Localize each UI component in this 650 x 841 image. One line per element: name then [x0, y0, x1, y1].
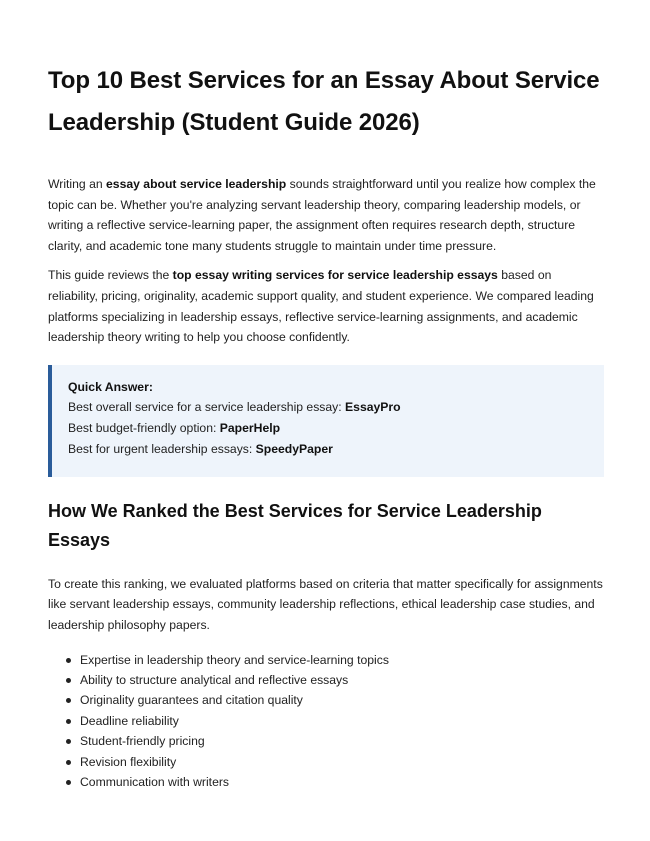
intro-2-pre: This guide reviews the	[48, 268, 173, 283]
article	[48, 60, 604, 792]
quick-answer-label: Best overall service for a service leadership essay:	[68, 400, 346, 415]
bullet-icon	[66, 678, 71, 683]
section-heading: How We Ranked the Best Services for Service Leadership Essays	[48, 500, 542, 550]
list-item-text: Revision flexibility	[80, 754, 177, 769]
bullet-icon	[66, 658, 71, 663]
quick-answer-value: EssayPro	[345, 400, 401, 415]
list-item	[80, 711, 604, 731]
list-item	[80, 670, 604, 690]
quick-answer-box	[48, 365, 604, 477]
intro-1-post: sounds straightforward until you realize how complex the topic can be. Whether you're analyzing servant leadership theory, comparing leadership models, or writing a reflective service-learning paper, the assignment often requires research depth, structure clarity, and academic tone many students struggle to maintain under time pressure.	[48, 177, 596, 253]
list-item	[80, 690, 604, 710]
list-item-text: Originality guarantees and citation quality	[80, 693, 303, 708]
intro-paragraph-1	[48, 174, 604, 256]
list-item	[80, 772, 604, 792]
intro-2-bold: top essay writing services for service leadership essays	[172, 268, 498, 283]
quick-answer-item	[68, 397, 588, 418]
intro-paragraph-2	[48, 265, 604, 347]
list-item-text: Communication with writers	[80, 774, 229, 789]
bullet-icon	[66, 780, 71, 785]
bullet-icon	[66, 739, 71, 744]
quick-answer-label: Best for urgent leadership essays:	[68, 441, 256, 456]
list-item	[80, 731, 604, 751]
list-item	[80, 752, 604, 772]
bullet-icon	[66, 698, 71, 703]
intro-1-pre: Writing an	[48, 177, 107, 191]
criteria-list	[48, 650, 604, 793]
list-item-text: Ability to structure analytical and reflective essays	[80, 672, 349, 687]
quick-answer-item	[68, 439, 588, 460]
page-title: Top 10 Best Services for an Essay About Service Leadership (Student Guide 2026)	[48, 67, 600, 136]
quick-answer-title: Quick Answer:	[68, 379, 153, 394]
quick-answer-item	[68, 418, 588, 439]
ranking-intro: To create this ranking, we evaluated platforms based on criteria that matter specifically for assignments like servant leadership essays, community leadership reflections, ethical leadership case studies, and leadership philosophy papers.	[48, 576, 603, 632]
list-item-text: Student-friendly pricing	[80, 734, 205, 749]
quick-answer-label: Best budget-friendly option:	[68, 420, 220, 435]
intro-1-bold: essay about service leadership	[106, 177, 287, 191]
intro-2-post: based on reliability, pricing, originality, academic support quality, and student experience. We compared leading platforms specializing in leadership essays, reflective service-learning assignments, and academic leadership theory writing to help you choose confidently.	[48, 268, 594, 345]
list-item	[80, 650, 604, 670]
quick-answer-value: SpeedyPaper	[255, 441, 333, 456]
list-item-text: Deadline reliability	[80, 713, 179, 728]
bullet-icon	[66, 760, 71, 765]
bullet-icon	[66, 719, 71, 724]
quick-answer-value: PaperHelp	[219, 420, 281, 435]
list-item-text: Expertise in leadership theory and service-learning topics	[80, 652, 389, 667]
